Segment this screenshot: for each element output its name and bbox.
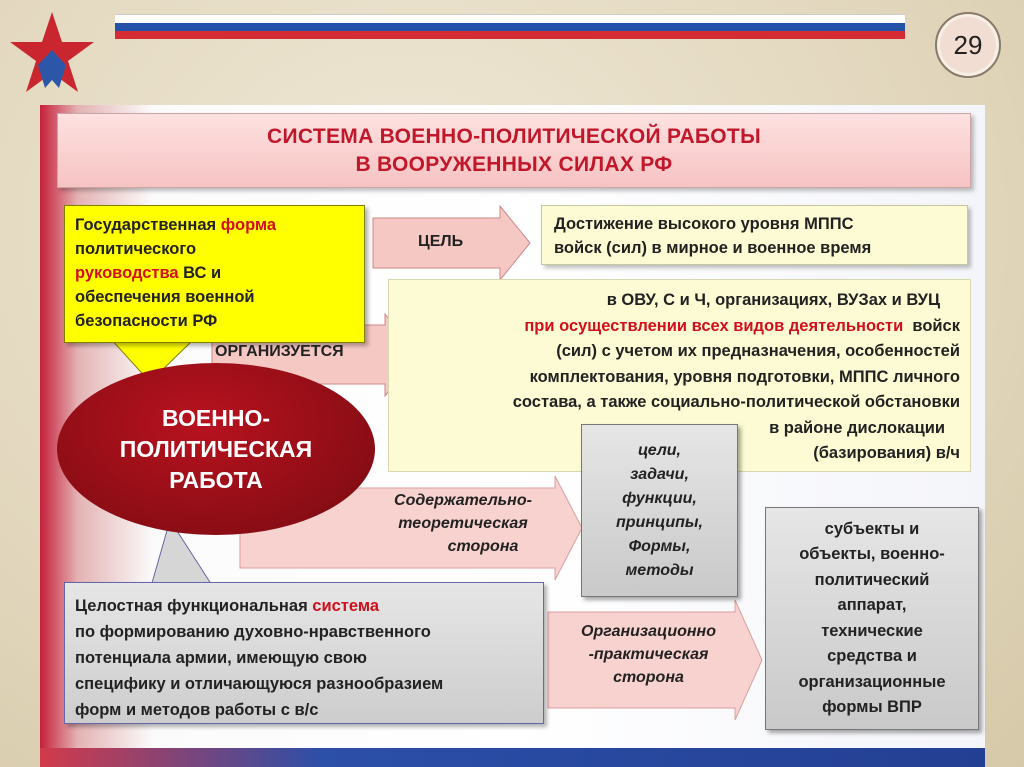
def-word-form: форма (220, 216, 277, 234)
theo-item: принципы, (616, 513, 703, 531)
org-line-1: в ОВУ, С и Ч, организациях, ВУЗах и ВУЦ (606, 291, 940, 309)
theo-item: методы (625, 561, 694, 579)
prac-item: технические (821, 621, 923, 640)
theo-line-2: теоретическая (398, 515, 528, 532)
org-line-5: состава, а также социально-политической обстановки (512, 393, 960, 411)
def-line-4: обеспечения военной (75, 288, 255, 306)
title-line-1: СИСТЕМА ВОЕННО-ПОЛИТИЧЕСКОЙ РАБОТЫ (267, 124, 761, 148)
prac-line-3: сторона (613, 669, 684, 686)
sys-word-system: система (312, 597, 379, 615)
theo-item: цели, (638, 441, 681, 459)
definition-box (64, 205, 365, 343)
prac-item: объекты, военно- (799, 545, 945, 563)
organized-label: ОРГАНИЗУЕТСЯ (215, 343, 344, 360)
system-box (64, 582, 544, 724)
sys-line-3: потенциала армии, имеющую свою (75, 649, 367, 667)
org-line-2-red: при осуществлении всех видов деятельности (524, 316, 904, 335)
theo-line-1: Содержательно- (394, 492, 532, 509)
org-line-7: (базирования) в/ч (813, 444, 960, 462)
sys-line-2: по формированию духовно-нравственного (75, 623, 431, 641)
page-title (57, 113, 971, 188)
prac-line-1: Организационно (581, 623, 716, 640)
central-ellipse (57, 363, 375, 535)
theo-line-3: сторона (447, 538, 519, 555)
sys-line-4: специфику и отличающуюся разнообразием (75, 675, 444, 693)
def-word-1: Государственная (75, 216, 217, 234)
goal-line-2: войск (сил) в мирное и военное время (554, 239, 872, 257)
def-line-5: безопасности РФ (75, 312, 218, 330)
prac-line-2: -практическая (588, 646, 709, 663)
prac-item: политический (814, 570, 930, 589)
goal-label: ЦЕЛЬ (418, 233, 464, 250)
theoretical-side-label (368, 489, 558, 558)
goal-box (541, 205, 968, 265)
prac-item: субъекты и (824, 519, 920, 538)
def-word-leadership: руководства (75, 264, 179, 282)
practical-items-box (765, 507, 979, 730)
center-line-1: ВОЕННО- (161, 404, 271, 431)
theoretical-items-box (581, 424, 738, 597)
prac-item: организационные (798, 672, 946, 691)
prac-item: аппарат, (837, 596, 907, 614)
theo-item: функции, (622, 489, 697, 507)
title-line-2: В ВООРУЖЕННЫХ СИЛАХ РФ (355, 152, 673, 176)
center-line-2: ПОЛИТИЧЕСКАЯ (119, 435, 313, 462)
prac-item: средства и (827, 647, 917, 665)
theo-item: Формы, (628, 537, 691, 555)
goal-line-1: Достижение высокого уровня МППС (554, 215, 854, 233)
def-line-2: политического (75, 240, 197, 258)
center-line-3: РАБОТА (169, 466, 263, 493)
org-line-2-rest: войск (912, 316, 960, 335)
org-line-3: (сил) с учетом их предназначения, особенностей (556, 342, 960, 360)
practical-side-label (556, 620, 741, 689)
prac-item: формы ВПР (822, 698, 922, 716)
org-line-4: комплектования, уровня подготовки, МППС личного (529, 367, 960, 386)
org-line-6: в районе дислокации (769, 418, 945, 437)
def-word-vs: ВС и (183, 264, 222, 282)
slide-number-badge: 29 (935, 12, 1001, 78)
sys-word-1: Целостная функциональная (75, 597, 308, 615)
theo-item: задачи, (630, 465, 689, 483)
sys-line-5: форм и методов работы с в/с (75, 701, 319, 719)
